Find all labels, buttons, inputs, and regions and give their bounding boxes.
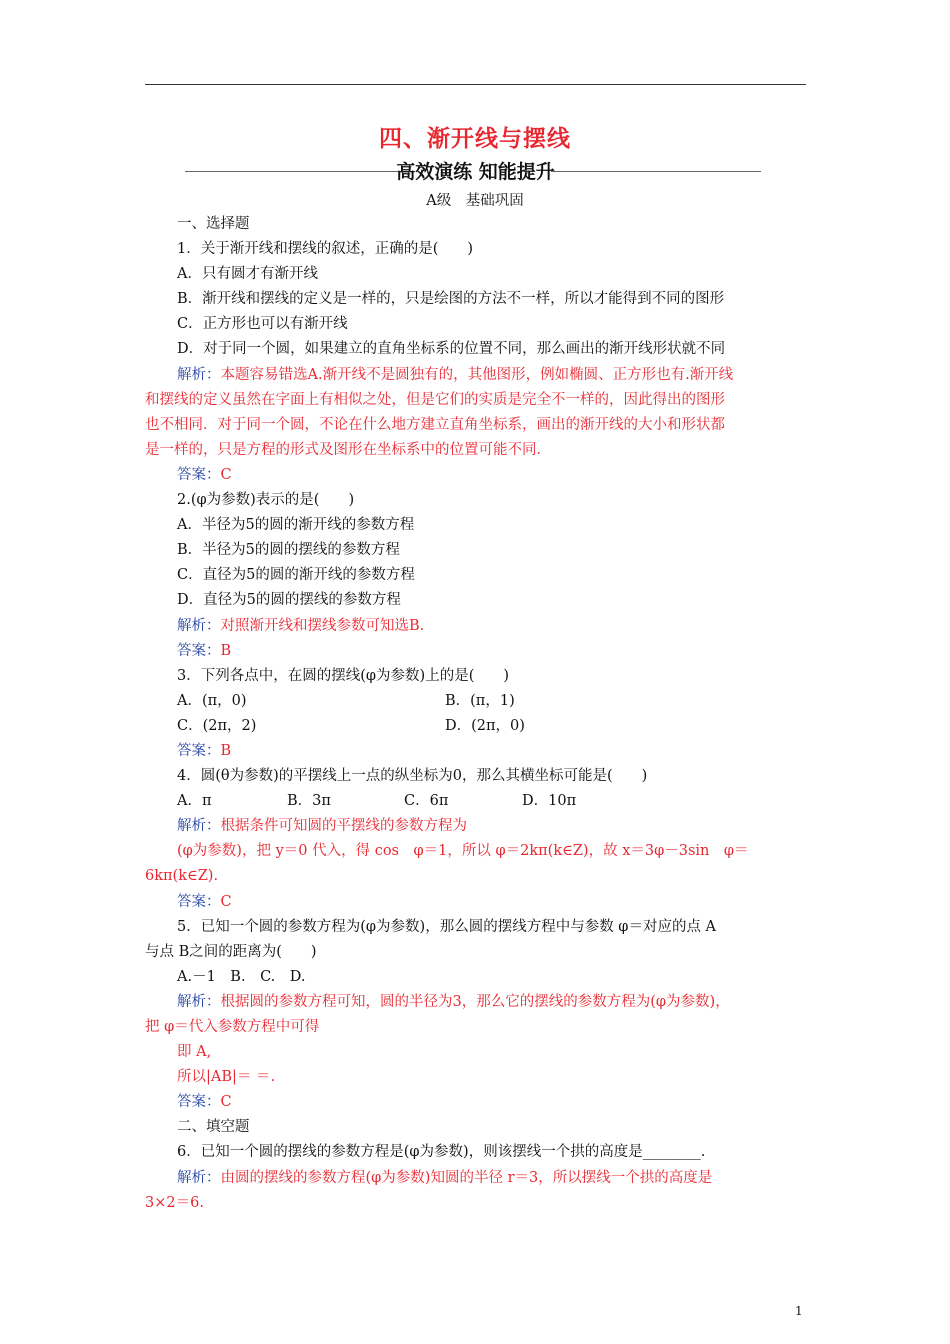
- answer-label: 答案：: [177, 1094, 221, 1111]
- question-1-option-d: D．对于同一个圆，如果建立的直角坐标系的位置不同，那么画出的渐开线形状就不同: [177, 341, 726, 358]
- question-2-option-d: D．直径为5的圆的摆线的参数方程: [177, 592, 401, 609]
- question-5-analysis-line: 即 A,: [177, 1044, 212, 1061]
- answer-label: 答案：: [177, 642, 221, 659]
- question-3-option-d: D．(2π，0): [445, 717, 525, 734]
- question-3-options-row: [145, 714, 806, 739]
- question-1-stem: 1．关于渐开线和摆线的叙述，正确的是( ): [177, 241, 474, 258]
- answer-value: C: [220, 893, 232, 910]
- question-1-option-c: C．正方形也可以有渐开线: [177, 316, 348, 333]
- question-4-analysis-line: (φ为参数)，把 y＝0 代入，得 cos φ＝1，所以 φ＝2kπ(k∈Z)，故 x＝3φ－3sin φ＝: [177, 843, 749, 860]
- answer-label: 答案：: [177, 466, 221, 483]
- question-5-stem-line: 与点 B之间的距离为( ): [145, 943, 317, 960]
- question-3-options-row: [145, 689, 806, 714]
- question-3-answer: [145, 739, 806, 764]
- question-5-answer: [145, 1090, 806, 1115]
- document-body: [145, 212, 806, 1216]
- answer-label: 答案：: [177, 742, 221, 759]
- question-4-option-d: D．10π: [522, 793, 577, 810]
- question-6-analysis-line: 3×2＝6.: [145, 1194, 204, 1211]
- analysis-text: 根据条件可知圆的平摆线的参数方程为: [220, 818, 467, 835]
- question-4-stem: 4．圆(θ为参数)的平摆线上一点的纵坐标为0，那么其横坐标可能是( ): [177, 768, 648, 785]
- question-1-analysis-line: 也不相同．对于同一个圆，不论在什么地方建立直角坐标系，画出的渐开线的大小和形状都: [145, 416, 725, 433]
- analysis-label: 解析：: [177, 617, 221, 634]
- question-2-option-a: A．半径为5的圆的渐开线的参数方程: [177, 517, 415, 534]
- level-heading: A级 基础巩固: [426, 193, 524, 209]
- question-4-analysis: [145, 814, 806, 839]
- question-5-analysis-line: 把 φ＝代入参数方程中可得: [145, 1019, 320, 1035]
- analysis-text: 由圆的摆线的参数方程(φ为参数)知圆的半径 r＝3，所以摆线一个拱的高度是: [220, 1169, 713, 1186]
- analysis-text: 本题容易错选A.渐开线不是圆独有的，其他图形，例如椭圆、正方形也有.渐开线: [220, 366, 734, 383]
- analysis-label: 解析：: [177, 818, 221, 835]
- answer-value: B: [220, 642, 232, 659]
- question-6-analysis: [145, 1166, 806, 1191]
- banner-text: 高效演练 知能提升: [396, 161, 555, 183]
- question-4-analysis-line: 6kπ(k∈Z).: [145, 868, 219, 885]
- question-4-answer: [145, 890, 806, 915]
- question-3-option-a: A．(π，0): [177, 692, 247, 709]
- section-heading: 一、选择题: [177, 216, 250, 232]
- analysis-label: 解析：: [177, 366, 221, 383]
- question-5-stem: 5．已知一个圆的参数方程为(φ为参数)，那么圆的摆线方程中与参数 φ＝对应的点 A: [177, 918, 717, 935]
- question-1-analysis: [145, 363, 806, 388]
- question-3-option-c: C．(2π，2): [177, 717, 257, 734]
- question-2-option-b: B．半径为5的圆的摆线的参数方程: [177, 542, 400, 559]
- question-1-option-a: A．只有圆才有渐开线: [177, 266, 318, 283]
- analysis-text: 对照渐开线和摆线参数可知选B.: [220, 617, 425, 634]
- question-4-option-a: A．π: [177, 793, 212, 810]
- question-5-analysis-line: 所以|AB|＝ ＝.: [177, 1069, 276, 1086]
- page-number: 1: [795, 1304, 803, 1318]
- question-2-analysis: [145, 614, 806, 639]
- question-2-stem: 2.(φ为参数)表示的是( ): [177, 492, 355, 509]
- question-3-stem: 3．下列各点中，在圆的摆线(φ为参数)上的是( ): [177, 667, 510, 684]
- answer-label: 答案：: [177, 893, 221, 910]
- question-6-stem: 6．已知一个圆的摆线的参数方程是(φ为参数)，则该摆线一个拱的高度是________.: [177, 1144, 706, 1161]
- analysis-text: 根据圆的参数方程可知，圆的半径为3，那么它的摆线的参数方程为(φ为参数)，: [220, 993, 730, 1010]
- question-5-options: A.－1 B. C. D.: [177, 968, 306, 985]
- analysis-label: 解析：: [177, 1169, 221, 1186]
- answer-value: B: [220, 742, 232, 759]
- page-title: 四、渐开线与摆线: [379, 126, 571, 152]
- answer-value: C: [220, 466, 232, 483]
- question-1-analysis-line: 是一样的，只是方程的形式及图形在坐标系中的位置可能不同．: [145, 441, 551, 458]
- question-2-answer: [145, 639, 806, 664]
- question-4-option-c: C．6π: [404, 793, 449, 810]
- answer-value: C: [220, 1094, 232, 1111]
- header-rule: [145, 84, 806, 85]
- question-1-option-b: B．渐开线和摆线的定义是一样的，只是绘图的方法不一样，所以才能得到不同的图形: [177, 291, 725, 308]
- question-3-option-b: B．(π，1): [445, 692, 515, 709]
- question-1-analysis-line: 和摆线的定义虽然在字面上有相似之处，但是它们的实质是完全不一样的，因此得出的图形: [145, 391, 725, 408]
- question-1-answer: [145, 463, 806, 488]
- question-4-options-row: [145, 789, 806, 814]
- question-2-option-c: C．直径为5的圆的渐开线的参数方程: [177, 567, 415, 584]
- question-5-analysis: [145, 990, 806, 1015]
- section-heading: 二、填空题: [177, 1119, 250, 1136]
- question-4-option-b: B．3π: [287, 793, 331, 810]
- section-banner: [145, 157, 806, 185]
- analysis-label: 解析：: [177, 993, 221, 1010]
